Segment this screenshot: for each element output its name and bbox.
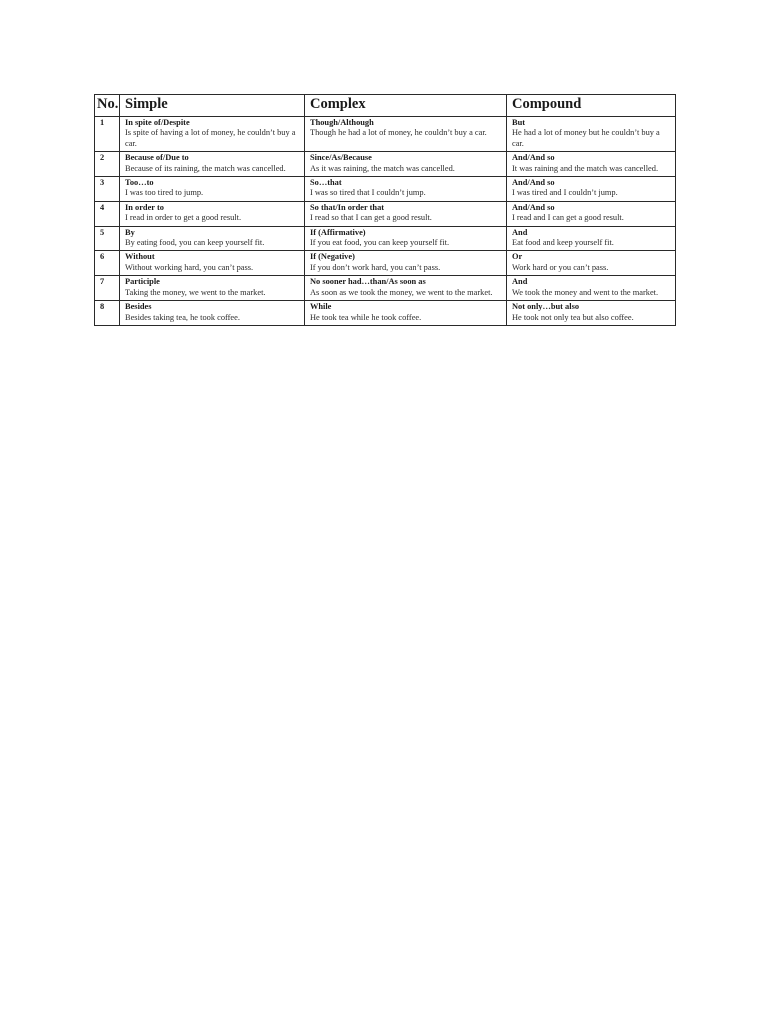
compound-cell xyxy=(507,201,676,226)
complex-connector: Though/Although xyxy=(310,118,374,127)
header-compound: Compound xyxy=(507,95,676,117)
row-number-cell xyxy=(95,117,120,152)
complex-connector: If (Negative) xyxy=(310,252,355,262)
simple-connector: In spite of/Despite xyxy=(125,118,190,127)
row-number: 8 xyxy=(100,302,105,312)
compound-example: He took not only tea but also coffee. xyxy=(512,312,634,322)
header-complex: Complex xyxy=(305,95,507,117)
simple-connector: Without xyxy=(125,252,155,262)
row-number: 4 xyxy=(100,202,105,212)
simple-example: Is spite of having a lot of money, he couldn’t buy a car. xyxy=(125,128,296,148)
row-number-cell xyxy=(95,301,120,326)
simple-connector: In order to xyxy=(125,202,164,212)
simple-connector: Besides xyxy=(125,302,152,312)
simple-connector: Too…to xyxy=(125,178,154,188)
compound-example: We took the money and went to the market. xyxy=(512,287,659,297)
table-row xyxy=(95,301,676,326)
compound-connector: And/And so xyxy=(512,202,555,212)
table-row xyxy=(95,276,676,301)
simple-cell xyxy=(120,152,305,177)
table-row xyxy=(95,201,676,226)
row-number: 3 xyxy=(100,178,105,188)
complex-connector: So that/In order that xyxy=(310,202,385,212)
simple-cell xyxy=(120,276,305,301)
compound-example: I read and I can get a good result. xyxy=(512,213,624,223)
complex-connector: So…that xyxy=(310,178,342,188)
complex-example: He took tea while he took coffee. xyxy=(310,312,422,322)
compound-example: It was raining and the match was cancelled. xyxy=(512,163,659,173)
simple-example: By eating food, you can keep yourself fit. xyxy=(125,238,265,248)
complex-example: As soon as we took the money, we went to the market. xyxy=(310,287,493,297)
complex-cell xyxy=(305,117,507,152)
complex-cell xyxy=(305,201,507,226)
simple-example: Taking the money, we went to the market. xyxy=(125,287,266,297)
complex-example: As it was raining, the match was cancelled. xyxy=(310,163,455,173)
row-number: 6 xyxy=(100,252,105,262)
compound-cell xyxy=(507,226,676,251)
simple-connector: By xyxy=(125,227,135,237)
compound-connector: Or xyxy=(512,252,523,262)
row-number: 7 xyxy=(100,277,105,287)
complex-example: If you eat food, you can keep yourself fit. xyxy=(310,238,450,248)
compound-connector: And/And so xyxy=(512,153,555,163)
complex-example: I was so tired that I couldn’t jump. xyxy=(310,188,426,198)
row-number: 1 xyxy=(100,118,105,127)
complex-cell xyxy=(305,152,507,177)
table-row xyxy=(95,117,676,152)
compound-cell xyxy=(507,117,676,152)
simple-cell xyxy=(120,117,305,152)
row-number-cell xyxy=(95,251,120,276)
compound-connector: But xyxy=(512,118,526,127)
row-number-cell xyxy=(95,201,120,226)
row-number: 2 xyxy=(100,153,105,163)
complex-connector: While xyxy=(310,302,332,312)
compound-connector: And xyxy=(512,277,528,287)
row-number: 5 xyxy=(100,227,105,237)
compound-example: Work hard or you can’t pass. xyxy=(512,262,609,272)
header-simple: Simple xyxy=(120,95,305,117)
simple-example: I was too tired to jump. xyxy=(125,188,204,198)
row-number-cell xyxy=(95,226,120,251)
table-body xyxy=(95,117,676,326)
simple-connector: Because of/Due to xyxy=(125,153,189,163)
complex-connector: No sooner had…than/As soon as xyxy=(310,277,426,287)
simple-example: Because of its raining, the match was cancelled. xyxy=(125,163,286,173)
header-no: No. xyxy=(95,95,120,117)
row-number-cell xyxy=(95,177,120,202)
simple-cell xyxy=(120,177,305,202)
compound-example: Eat food and keep yourself fit. xyxy=(512,238,614,248)
compound-example: He had a lot of money but he couldn’t buy a car. xyxy=(512,128,660,148)
complex-cell xyxy=(305,301,507,326)
compound-cell xyxy=(507,301,676,326)
complex-cell xyxy=(305,226,507,251)
compound-cell xyxy=(507,276,676,301)
complex-connector: If (Affirmative) xyxy=(310,227,366,237)
simple-cell xyxy=(120,301,305,326)
complex-example: If you don’t work hard, you can’t pass. xyxy=(310,262,441,272)
complex-cell xyxy=(305,251,507,276)
simple-example: Besides taking tea, he took coffee. xyxy=(125,312,240,322)
compound-example: I was tired and I couldn’t jump. xyxy=(512,188,618,198)
simple-example: Without working hard, you can’t pass. xyxy=(125,262,254,272)
simple-cell xyxy=(120,226,305,251)
complex-cell xyxy=(305,276,507,301)
complex-cell xyxy=(305,177,507,202)
row-number-cell xyxy=(95,276,120,301)
simple-cell xyxy=(120,251,305,276)
compound-cell xyxy=(507,177,676,202)
row-number-cell xyxy=(95,152,120,177)
table-header-row xyxy=(95,95,676,117)
simple-cell xyxy=(120,201,305,226)
compound-connector: Not only…but also xyxy=(512,302,580,312)
complex-connector: Since/As/Because xyxy=(310,153,372,163)
compound-cell xyxy=(507,152,676,177)
compound-connector: And xyxy=(512,227,528,237)
simple-connector: Participle xyxy=(125,277,160,287)
complex-example: I read so that I can get a good result. xyxy=(310,213,432,223)
sentence-transformation-table xyxy=(94,94,676,326)
simple-example: I read in order to get a good result. xyxy=(125,213,242,223)
table-row xyxy=(95,177,676,202)
compound-cell xyxy=(507,251,676,276)
table-row xyxy=(95,226,676,251)
table-row xyxy=(95,152,676,177)
compound-connector: And/And so xyxy=(512,178,555,188)
complex-example: Though he had a lot of money, he couldn’t buy a car. xyxy=(310,128,487,138)
table-row xyxy=(95,251,676,276)
